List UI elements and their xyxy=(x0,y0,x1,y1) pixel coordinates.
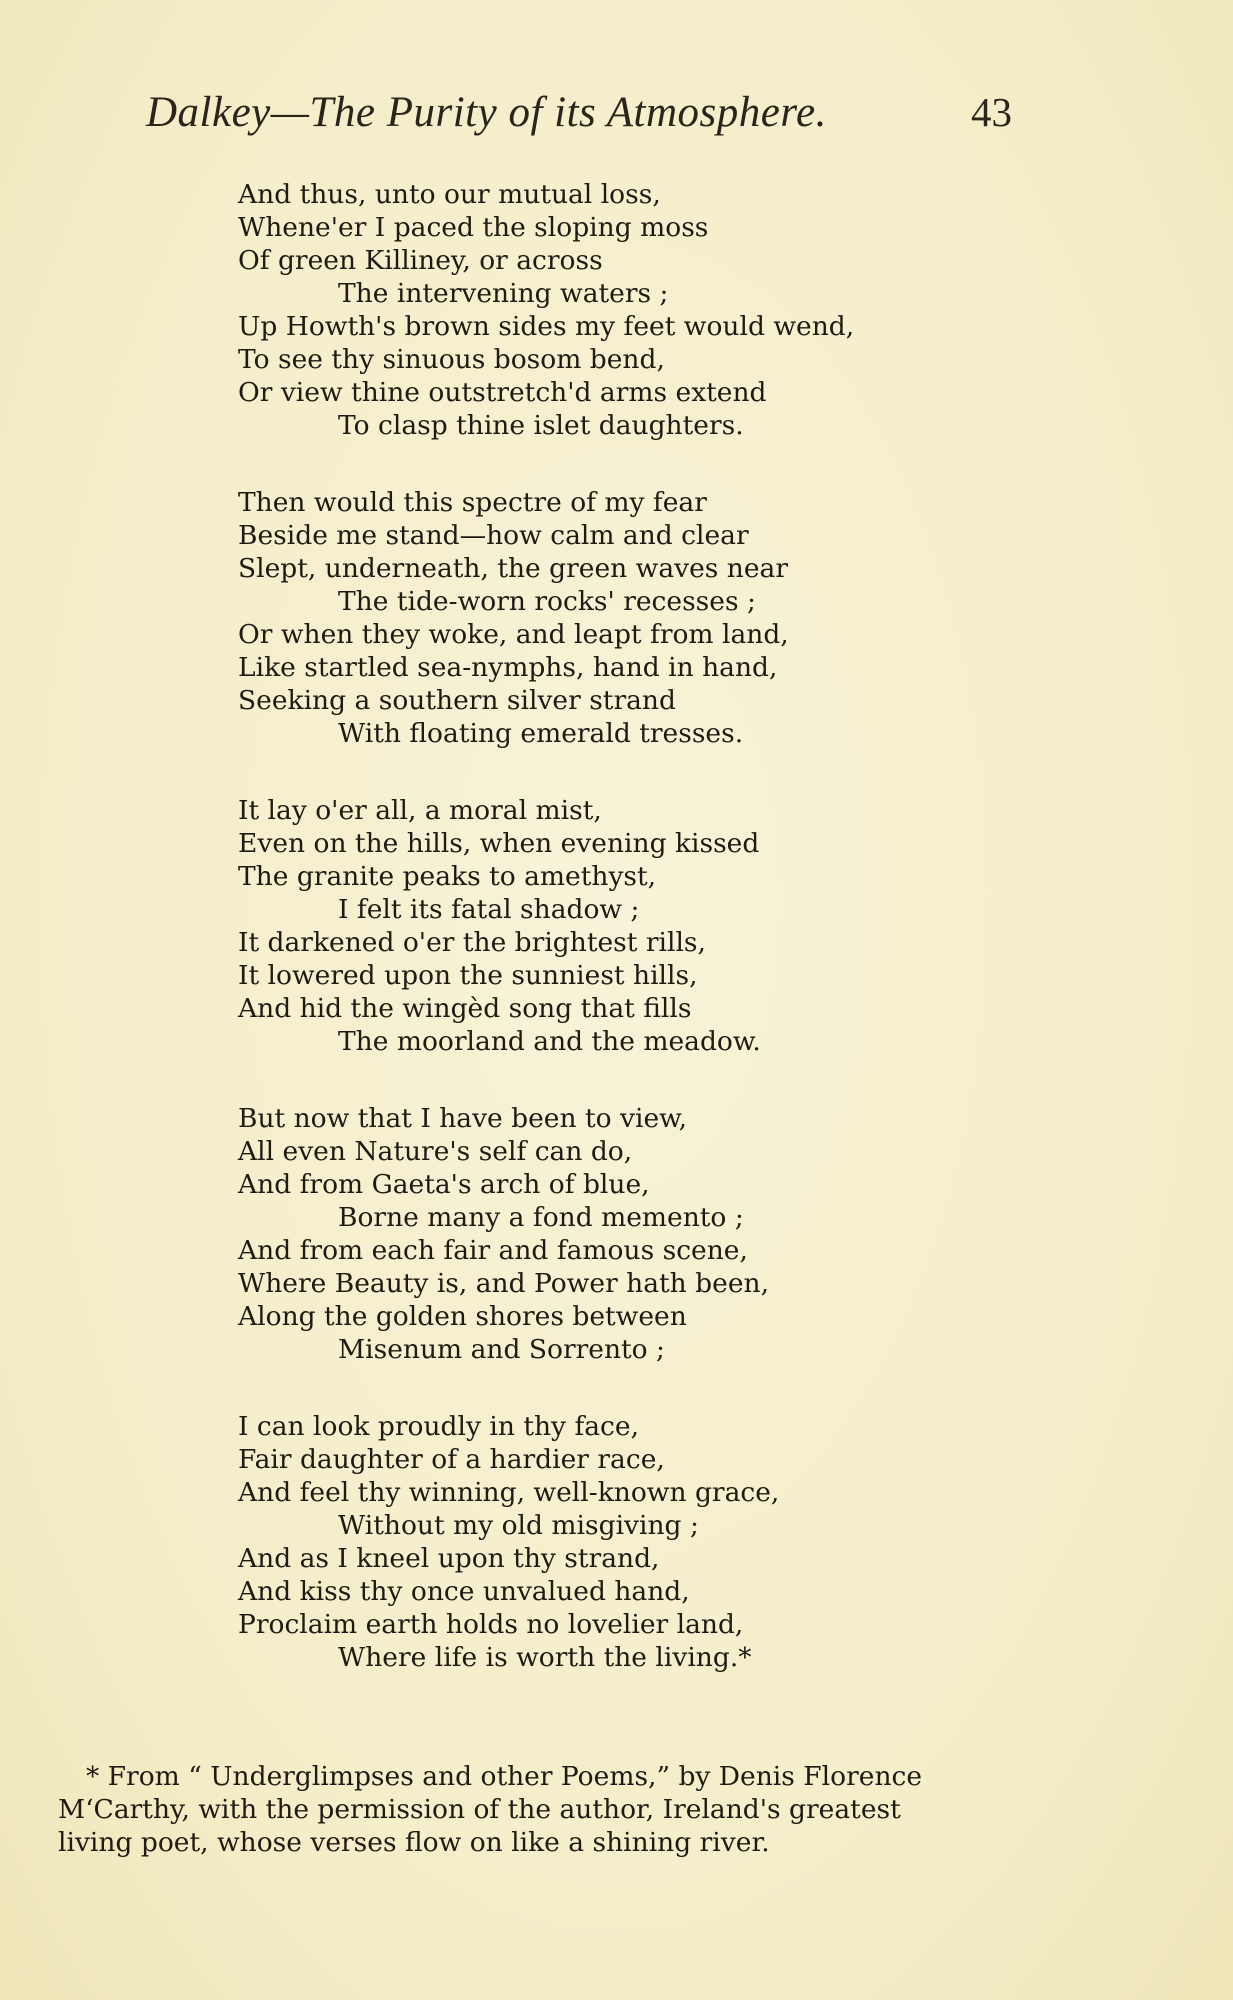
poem-line: The granite peaks to amethyst, xyxy=(238,861,657,892)
poem-line: And kiss thy once unvalued hand, xyxy=(238,1576,690,1607)
poem-line: But now that I have been to view, xyxy=(238,1103,688,1134)
poem-line: And as I kneel upon thy strand, xyxy=(238,1543,660,1574)
poem-line: Without my old misgiving ; xyxy=(338,1510,699,1541)
poem-line: Beside me stand—how calm and clear xyxy=(238,520,749,551)
poem-line: Up Howth's brown sides my feet would wend, xyxy=(238,311,855,342)
poem-line: Borne many a fond memento ; xyxy=(338,1202,744,1233)
poem-line: Where Beauty is, and Power hath been, xyxy=(238,1268,769,1299)
poem-line: To clasp thine islet daughters. xyxy=(338,410,744,441)
footnote xyxy=(58,1760,1033,1859)
poem-line: And thus, unto our mutual loss, xyxy=(238,179,661,210)
poem-line: I felt its fatal shadow ; xyxy=(338,894,640,925)
footnote-line: * From “ Underglimpses and other Poems,” by Denis Florence xyxy=(86,1761,923,1792)
poem-line: Along the golden shores between xyxy=(238,1301,687,1332)
poem-line: Like startled sea-nymphs, hand in hand, xyxy=(238,652,778,683)
poem-line: Fair daughter of a hardier race, xyxy=(238,1444,665,1475)
poem-line: All even Nature's self can do, xyxy=(238,1136,633,1167)
poem-line: Slept, underneath, the green waves near xyxy=(238,553,789,584)
poem-line: Then would this spectre of my fear xyxy=(238,487,707,518)
running-head xyxy=(146,88,1012,144)
poem-line: And from each fair and famous scene, xyxy=(238,1235,748,1266)
poem-line: And from Gaeta's arch of blue, xyxy=(238,1169,650,1200)
poem-line: Whene'er I paced the sloping moss xyxy=(238,212,709,243)
poem-line: With floating emerald tresses. xyxy=(338,718,744,749)
poem xyxy=(238,178,998,1718)
stanza-2 xyxy=(238,486,998,750)
poem-line: I can look proudly in thy face, xyxy=(238,1411,640,1442)
footnote-line: M‘Carthy, with the permission of the author, Ireland's greatest xyxy=(58,1794,901,1825)
page-number: 43 xyxy=(971,89,1012,135)
stanza-4 xyxy=(238,1102,998,1366)
poem-line: Even on the hills, when evening kissed xyxy=(238,828,760,859)
poem-line: To see thy sinuous bosom bend, xyxy=(238,344,665,375)
poem-line: It darkened o'er the brightest rills, xyxy=(238,927,706,958)
poem-line: The moorland and the meadow. xyxy=(338,1026,761,1057)
poem-line: The tide-worn rocks' recesses ; xyxy=(338,586,756,617)
stanza-3 xyxy=(238,794,998,1058)
poem-line: And feel thy winning, well-known grace, xyxy=(238,1477,780,1508)
poem-line: Proclaim earth holds no lovelier land, xyxy=(238,1609,744,1640)
poem-line: Of green Killiney, or across xyxy=(238,245,603,276)
poem-line: It lowered upon the sunniest hills, xyxy=(238,960,698,991)
poem-line: Misenum and Sorrento ; xyxy=(338,1334,665,1365)
running-title: Dalkey—The Purity of its Atmosphere. xyxy=(146,89,827,136)
poem-line: And hid the wingèd song that fills xyxy=(238,993,692,1024)
stanza-1 xyxy=(238,178,998,442)
poem-line: It lay o'er all, a moral mist, xyxy=(238,795,602,826)
stanza-5 xyxy=(238,1410,998,1674)
poem-line: Or view thine outstretch'd arms extend xyxy=(238,377,767,408)
footnote-line: living poet, whose verses flow on like a shining river. xyxy=(58,1827,770,1858)
poem-line: Where life is worth the living.* xyxy=(338,1642,752,1673)
poem-line: The intervening waters ; xyxy=(338,278,669,309)
poem-line: Seeking a southern silver strand xyxy=(238,685,676,716)
poem-line: Or when they woke, and leapt from land, xyxy=(238,619,789,650)
